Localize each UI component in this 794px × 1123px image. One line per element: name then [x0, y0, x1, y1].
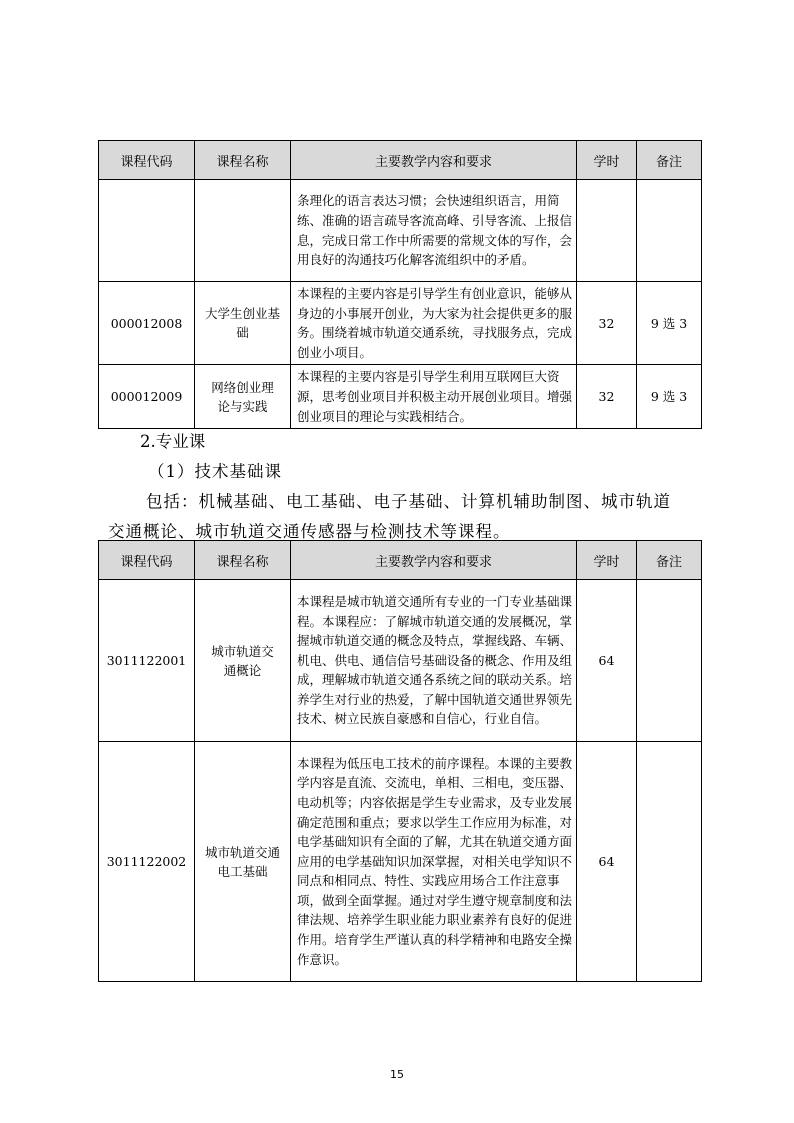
section-intro-line-1: 包括：机械基础、电工基础、电子基础、计算机辅助制图、城市轨道 [146, 492, 671, 511]
header-hours: 学时 [577, 141, 637, 180]
course-note [637, 180, 702, 282]
course-hours: 32 [577, 282, 637, 365]
course-content: 条理化的语言表达习惯；会快速组织语言，用简练、准确的语言疏导客流高峰、引导客流、上报信息，完成日常工作中所需要的常规文体的写作，会用良好的沟通技巧化解客流组织中的矛盾。 [291, 180, 577, 282]
table-row [99, 742, 702, 982]
header-hours: 学时 [577, 541, 637, 580]
table-header-row [99, 141, 702, 180]
header-content: 主要教学内容和要求 [291, 141, 577, 180]
section-intro-line-2: 交通概论、城市轨道交通传感器与检测技术等课程。 [108, 522, 511, 541]
course-hours: 64 [577, 742, 637, 982]
course-content: 本课程是城市轨道交通所有专业的一门专业基础课程。本课程应：了解城市轨道交通的发展概况，掌握城市轨道交通的概念及特点，掌握线路、车辆、机电、供电、通信信号基础设备的概念、作用及组成，理解城市轨道交通各系统之间的联动关系。培养学生对行业的热爱，了解中国轨道交通世界领先技术、树立民族自豪感和自信心，行业自信。 [291, 580, 577, 742]
course-content: 本课程为低压电工技术的前序课程。本课的主要教学内容是直流、交流电，单相、三相电，变压器、电动机等；内容依据是学生专业需求，及专业发展确定范围和重点；要求以学生工作应用为标准，对电学基础知识有全面的了解，尤其在轨道交通方面应用的电学基础知识加深掌握，对相关电学知识不同点和相同点、特性、实践应用场合工作注意事项，做到全面掌握。通过对学生遵守规章制度和法律法规、培养学生职业能力职业素养有良好的促进作用。培育学生严谨认真的科学精神和电路安全操作意识。 [291, 742, 577, 982]
header-note: 备注 [637, 141, 702, 180]
course-code: 3011122001 [99, 580, 195, 742]
course-name: 大学生创业基础 [195, 282, 291, 365]
table-row [99, 580, 702, 742]
course-note [637, 580, 702, 742]
header-content: 主要教学内容和要求 [291, 541, 577, 580]
header-course-name: 课程名称 [195, 141, 291, 180]
course-content: 本课程的主要内容是引导学生利用互联网巨大资源，思考创业项目并积极主动开展创业项目。增强创业项目的理论与实践相结合。 [291, 365, 577, 429]
header-note: 备注 [637, 541, 702, 580]
table-header-row [99, 541, 702, 580]
course-name: 网络创业理论与实践 [195, 365, 291, 429]
course-name [195, 180, 291, 282]
course-hours [577, 180, 637, 282]
course-table-general [98, 140, 702, 429]
page-number: 15 [390, 1068, 404, 1081]
table-row [99, 282, 702, 365]
course-code: 3011122002 [99, 742, 195, 982]
table-row [99, 180, 702, 282]
header-course-code: 课程代码 [99, 141, 195, 180]
course-note [637, 742, 702, 982]
section-subheading: （1）技术基础课 [148, 462, 282, 481]
course-hours: 32 [577, 365, 637, 429]
header-course-name: 课程名称 [195, 541, 291, 580]
course-note: 9 选 3 [637, 282, 702, 365]
section-heading: 2.专业课 [140, 432, 206, 451]
course-hours: 64 [577, 580, 637, 742]
course-code [99, 180, 195, 282]
course-table-technical-basics [98, 540, 702, 982]
course-content: 本课程的主要内容是引导学生有创业意识，能够从身边的小事展开创业，为大家为社会提供更多的服务。围绕着城市轨道交通系统，寻找服务点，完成创业小项目。 [291, 282, 577, 365]
course-code: 000012009 [99, 365, 195, 429]
table-row [99, 365, 702, 429]
header-course-code: 课程代码 [99, 541, 195, 580]
course-name: 城市轨道交通电工基础 [195, 742, 291, 982]
course-note: 9 选 3 [637, 365, 702, 429]
course-name: 城市轨道交通概论 [195, 580, 291, 742]
course-code: 000012008 [99, 282, 195, 365]
